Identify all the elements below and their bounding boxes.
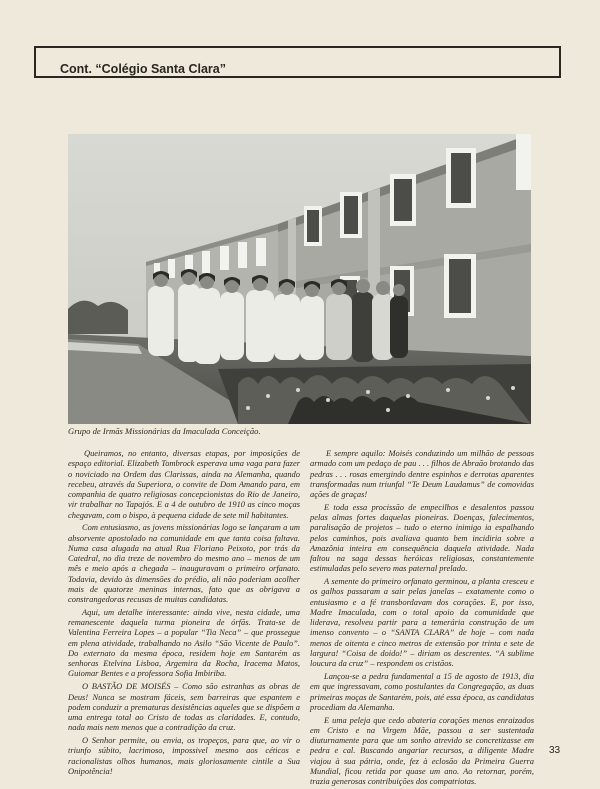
group-photo	[68, 134, 531, 424]
paragraph: Queiramos, no entanto, diversas etapas, por imposições de espaço editorial. Elizabeth Tombrock esperava uma vaga para fazer o noviciado na Ordem das Clarissas, ainda na Alemanha, quando recebeu, através da Superiora, o convite de Dom Amando para, em companhia de quatro religiosas concepcionistas do Rio de Janeiro, vir trabalhar no Tapajós. E a 4 de outubro de 1910 as cinco moças chegavam, com o bispo, à pequena cidade de sete mil habitantes.	[68, 448, 300, 520]
section-title: Cont. “Colégio Santa Clara”	[60, 62, 226, 76]
page-number: 33	[549, 745, 561, 756]
photo-illustration	[68, 134, 531, 424]
paragraph: Com entusiasmo, as jovens missionárias logo se lançaram a um absorvente apostolado na comunidade em que tanta coisa faltava. Numa casa alugada na atual Rua Floriano Peixoto, por trás da Catedral, no dia treze de novembro do mesmo ano – menos de um mês e meio após a chegada – inauguravam o primeiro orfanato. Todavia, devido às dimensões do prédio, ali não poderiam acolher mais de quatorze meninas internas, fato que as obrigava a constrangedoras recusas de muitas candidatas.	[68, 522, 300, 605]
paragraph: E sempre aquilo: Moisés conduzindo um milhão de pessoas armado com um pedaço de pau . . . filhos de Abraão brotando das pedras . . . rosas emergindo dentre espinhos e derrotas aparentes transformadas num triunfal “Te Deum Laudamus” de comovidas ações de graças!	[310, 448, 534, 499]
paragraph: O BASTÃO DE MOISÉS – Como são estranhas as obras de Deus! Nunca se mostram fáceis, sem barreiras que espantem e podem conduzir a prematuras desistências aqueles que se dispõem a uma entrega total ao Cristo de todas as claridades. E, contudo, nada mais nem menos que a contradição da cruz.	[68, 681, 300, 733]
article-left-column	[68, 448, 300, 779]
article-right-column	[310, 448, 534, 789]
photo-caption: Grupo de Irmãs Missionárias da Imaculada Conceição.	[68, 426, 261, 436]
paragraph: O Senhor permite, ou envia, os tropeços, para que, ao vir o triunfo súbito, lacrimoso, impossivel mesmo aos céticos e racionalistas olhos humanos, mais gloriosamente cintile a Sua Onipotência!	[68, 735, 300, 776]
paragraph: E uma peleja que cedo abateria corações menos enraizados em Cristo e na Virgem Mãe, passou a ser sustentada diuturnamente para que um sonho atrevido se concretizasse em pedra e cal. Buscando angariar recursos, a diligente Madre viajou à sua pátria, onde, fez à eclosão da Primeira Guerra Mundial, ficou retida por quase um ano. Ao retornar, porém, trazia generosas contribuições dos compatriotas.	[310, 714, 534, 787]
paragraph: Lançou-se a pedra fundamental a 15 de agosto de 1913, dia em que ingressavam, como postulantes da Congregação, as duas primeiras moças de Santarém, pois, até essa época, as candidatas procediam da Alemanha.	[310, 671, 534, 712]
paragraph: A semente do primeiro orfanato germinou, a planta cresceu e os galhos passaram a sair pelas janelas – exatamente como o entusiasmo e a fé transbordavam dos corações. E, por isso, Madre Imaculada, com o total apoio da comunidade que liderava, resolveu partir para a temerária construção de um imenso convento – o “SANTA CLARA” de hoje – com nada menos de oitenta e cinco metros de extensão por trinta e sete de largura! “Coisa de doido!” – diriam os descrentes. “A sublime loucura da cruz” – respondem os cristãos.	[310, 576, 534, 669]
paragraph: E toda essa procissão de empecilhos e desalentos passou pelas almas fortes daquelas pioneiras. Doenças, falecimentos, paralisação de projetos – tudo o eterno inimigo ia espalhando pelos caminhos, pois avaliava quanto bem incidiria sobre a Amazônia inteira em consequência daquela atividade. Nada faltou na saga dessas heróicas religiosas, constantemente estimuladas pelo severo mas paternal prelado.	[310, 501, 534, 574]
paragraph: Aqui, um detalhe interessante: ainda vive, nesta cidade, uma remanescente daquela turma pioneira de órfãs. Trata-se de Valentina Ferreira Lopes – a popular “Tia Neca” – que prossegue em plena atividade, trabalhando no Asilo “São Vicente de Paulo”. Do externato da mesma época, residem hoje em Santarém as senhoras Etelvina Lisboa, Argemira da Rocha, Iracema Matos, Guiomar Bentes e a professora Sofia Imbiriba.	[68, 606, 300, 679]
